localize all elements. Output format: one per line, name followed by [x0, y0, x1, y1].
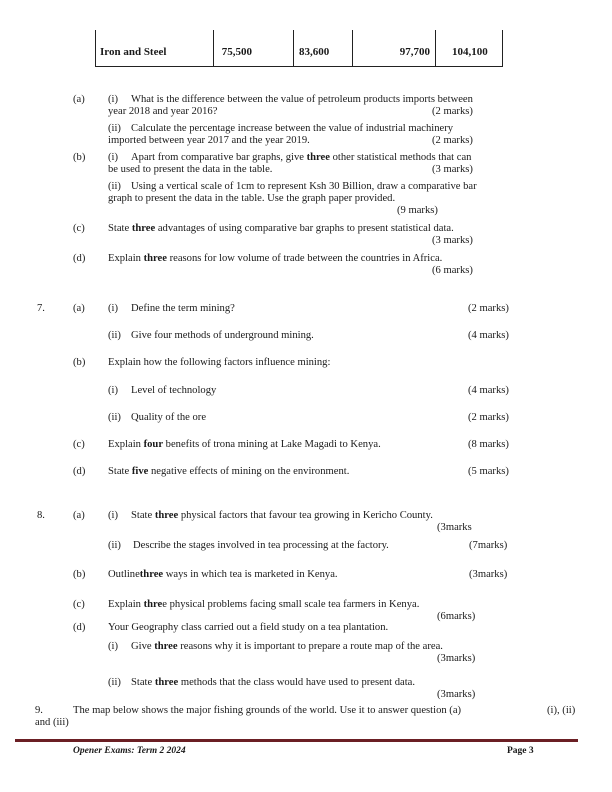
q6aii-text-cont: imported between year 2017 and the year 2019.: [108, 135, 310, 146]
q8dii-marks: (3marks): [437, 689, 476, 700]
footer-page-number: Page 3: [507, 746, 534, 756]
q8dii-text: State three methods that the class would have used to present data.: [131, 677, 416, 688]
q8-number: 8.: [37, 510, 45, 521]
q6bi-marks: (3 marks): [432, 164, 473, 175]
q6a-label: (a): [73, 94, 85, 105]
q6bi-text: Apart from comparative bar graphs, give three other statistical methods that can: [131, 152, 472, 163]
q7bii-text: Quality of the ore: [131, 412, 207, 423]
q7d-text: State five negative effects of mining on the environment.: [108, 466, 350, 477]
q9-text: The map below shows the major fishing grounds of the world. Use it to answer question (a): [73, 705, 462, 716]
q6aii-num: (ii): [108, 123, 121, 134]
table-divider: [213, 30, 214, 66]
q7bii-marks: (2 marks): [468, 412, 509, 423]
q6ai-text: What is the difference between the value of petroleum products imports between: [131, 94, 473, 105]
q6bii-marks: (9 marks): [397, 205, 438, 216]
q8aii-num: (ii): [108, 540, 121, 551]
q6bi-text-cont: be used to present the data in the table.: [108, 164, 273, 175]
q8b-label: (b): [73, 569, 86, 580]
q6ai-marks: (2 marks): [432, 106, 473, 117]
q6aii-text: Calculate the percentage increase between the value of industrial machinery: [131, 123, 454, 134]
q6bii-text: Using a vertical scale of 1cm to represent Ksh 30 Billion, draw a comparative bar: [131, 181, 477, 192]
q7bi-marks: (4 marks): [468, 385, 509, 396]
table-cell: 75,500: [221, 46, 252, 58]
q7d-label: (d): [73, 466, 86, 477]
q6d-text: Explain three reasons for low volume of trade between the countries in Africa.: [108, 253, 443, 264]
q7bii-num: (ii): [108, 412, 121, 423]
footer-exam-title: Opener Exams: Term 2 2024: [73, 746, 186, 756]
q6c-label: (c): [73, 223, 85, 234]
q7ai-text: Define the term mining?: [131, 303, 235, 314]
q7c-label: (c): [73, 439, 85, 450]
q7b-label: (b): [73, 357, 86, 368]
table-divider: [435, 30, 436, 66]
q6d-marks: (6 marks): [432, 265, 473, 276]
q8ai-text: State three physical factors that favour tea growing in Kericho County.: [131, 510, 433, 521]
q8c-marks: (6marks): [437, 611, 476, 622]
table-divider: [293, 30, 294, 66]
q7b-text: Explain how the following factors influence mining:: [108, 357, 331, 368]
table-cell-label: Iron and Steel: [100, 46, 167, 58]
q8b-text: Outlinethree ways in which tea is marketed in Kenya.: [108, 569, 338, 580]
q8c-label: (c): [73, 599, 85, 610]
table-cell: 83,600: [299, 46, 330, 58]
table-cell: 104,100: [452, 46, 488, 58]
q8di-text: Give three reasons why it is important to prepare a route map of the area.: [131, 641, 443, 652]
q7a-label: (a): [73, 303, 85, 314]
q6ai-num: (i): [108, 94, 118, 105]
q8a-label: (a): [73, 510, 85, 521]
q8d-label: (d): [73, 622, 86, 633]
q8d-text: Your Geography class carried out a field study on a tea plantation.: [108, 622, 389, 633]
q7d-marks: (5 marks): [468, 466, 509, 477]
q7c-text: Explain four benefits of trona mining at Lake Magadi to Kenya.: [108, 439, 381, 450]
data-table-row: [95, 30, 503, 67]
q8di-num: (i): [108, 641, 118, 652]
q6d-label: (d): [73, 253, 86, 264]
q9-text-parts: (i), (ii): [547, 705, 576, 716]
q9-number: 9.: [35, 705, 43, 716]
q8dii-num: (ii): [108, 677, 121, 688]
q7aii-marks: (4 marks): [468, 330, 509, 341]
q6ai-text-cont: year 2018 and year 2016?: [108, 106, 218, 117]
table-divider: [502, 30, 503, 66]
q7aii-text: Give four methods of underground mining.: [131, 330, 314, 341]
q8aii-marks: (7marks): [469, 540, 508, 551]
q7ai-num: (i): [108, 303, 118, 314]
q7aii-num: (ii): [108, 330, 121, 341]
q7-number: 7.: [37, 303, 45, 314]
q6aii-marks: (2 marks): [432, 135, 473, 146]
q7bi-num: (i): [108, 385, 118, 396]
q7bi-text: Level of technology: [131, 385, 217, 396]
q6b-label: (b): [73, 152, 86, 163]
q6bii-num: (ii): [108, 181, 121, 192]
q7c-marks: (8 marks): [468, 439, 509, 450]
q7ai-marks: (2 marks): [468, 303, 509, 314]
q6c-text: State three advantages of using comparative bar graphs to present statistical data.: [108, 223, 454, 234]
q6bi-num: (i): [108, 152, 118, 163]
q6bii-text-cont: graph to present the data in the table. Use the graph paper provided.: [108, 193, 396, 204]
q8aii-text: Describe the stages involved in tea processing at the factory.: [133, 540, 389, 551]
q8ai-num: (i): [108, 510, 118, 521]
q8b-marks: (3marks): [469, 569, 508, 580]
table-divider: [352, 30, 353, 66]
footer-rule: [15, 739, 578, 742]
q8di-marks: (3marks): [437, 653, 476, 664]
q8ai-marks: (3marks: [437, 522, 472, 533]
q6c-marks: (3 marks): [432, 235, 473, 246]
q8c-text: Explain three physical problems facing small scale tea farmers in Kenya.: [108, 599, 420, 610]
table-divider: [95, 30, 96, 66]
table-cell: 97,700: [399, 46, 430, 58]
q9-text-cont: and (iii): [35, 717, 69, 728]
